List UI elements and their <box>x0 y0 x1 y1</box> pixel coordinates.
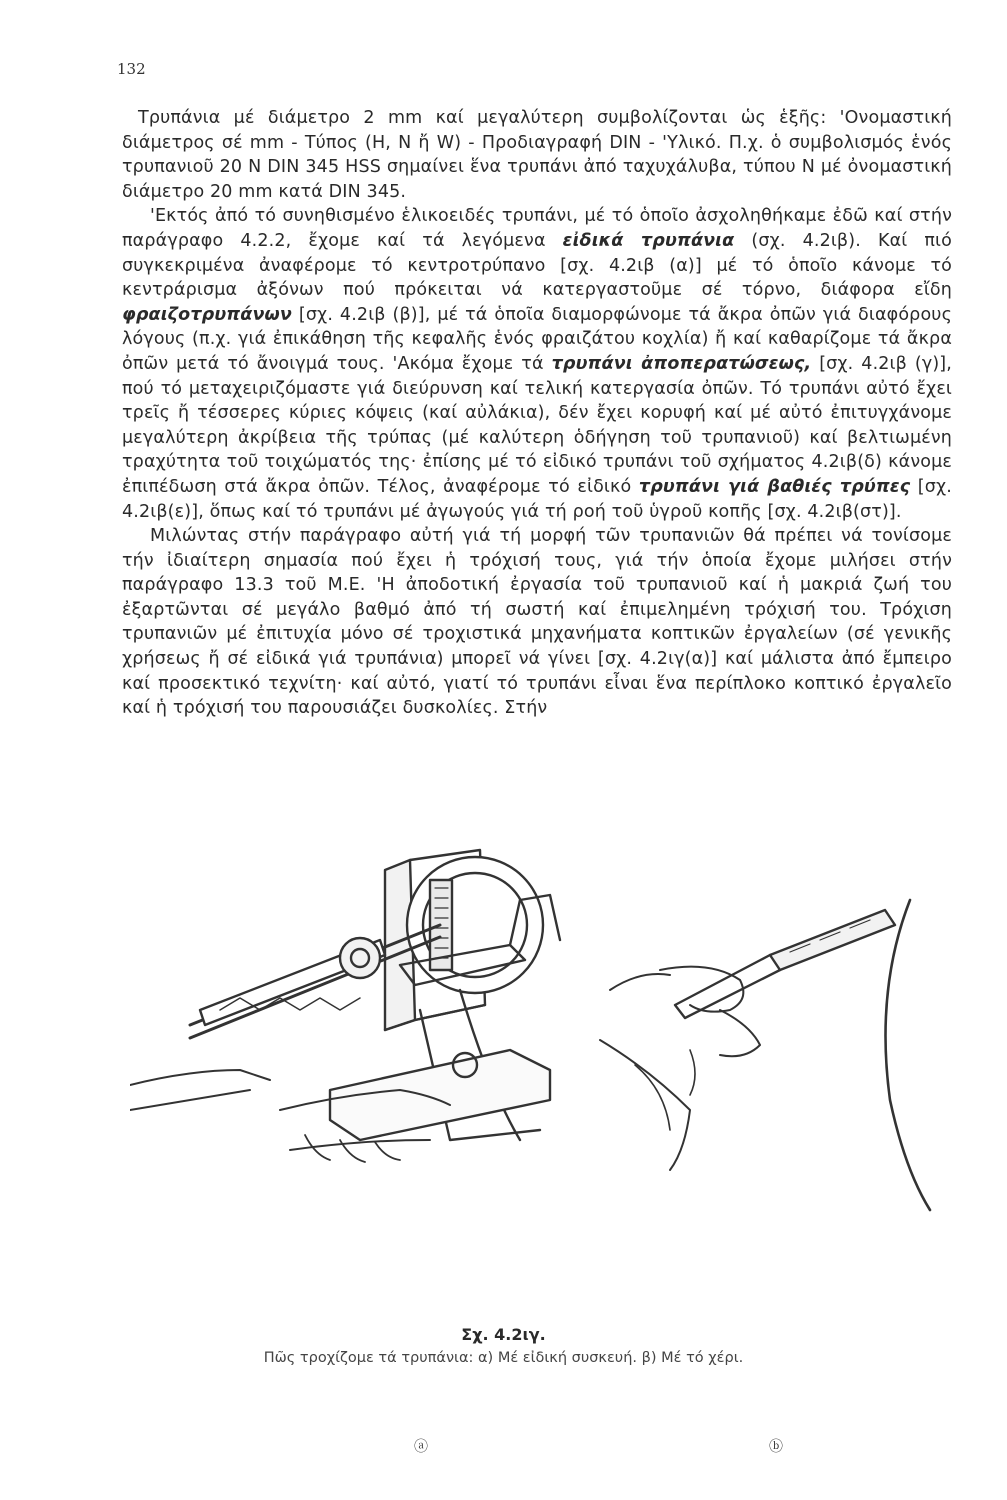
text-run: Μιλώντας στήν παράγραφο αὐτή γιά τή μορφή τῶν τρυπανιῶν θά πρέπει νά τονίσομε τήν ἰδιαίτερη σημασία πού ἔχει ἡ τρόχισή τους, γιά τήν ὁποία ἔχομε μιλήσει στήν παράγραφο 13.3 τοῦ Μ.Ε. 'Η ἀποδοτική ἐργασία τοῦ τρυπανιοῦ καί ἡ μακριά ζωή του ἐξαρτῶνται σέ μεγάλο βαθμό ἀπό τή σωστή καί ἐπιμελημένη τρόχισή του. Τρόχιση τρυπανιῶν μέ ἐπιτυχία μόνο σέ τροχιστικά μηχανήματα κοπτικῶν ἐργαλείων (σέ γενικῆς χρήσεως ἤ σέ εἰδικά γιά τρυπάνια) μπορεῖ νά γίνει [σχ. 4.2ιγ(α)] καί μάλιστα ἀπό ἔμπειρο καί προσεκτικό τεχνίτη· καί αὐτό, γιατί τό τρυπάνι εἶναι ἕνα περίπλοκο κοπτικό ἐργαλεῖο καί ἡ τρόχισή του παρουσιάζει δυσκολίες. Στήν <box>122 526 952 719</box>
body-text <box>122 106 952 721</box>
paragraph <box>122 106 952 204</box>
hand-grinding-drawing <box>600 900 930 1210</box>
emphasized-term: τρυπάνι γιά βαθιές τρύπες <box>638 476 911 497</box>
text-run: [σχ. 4.2ιβ (γ)], πού τό μεταχειριζόμαστε γιά διεύρυνση καί τελική κατεργασία ὀπῶν. Τό τρυπάνι αὐτό ἔχει τρεῖς ἤ τέσσερες κύριες κόψεις (καί αὐλάκια), δέν ἔχει κορυφή καί μέ αὐτό ἐπιτυγχάνομε μεγαλύτερη ἀκρίβεια τῆς τρύπας (μέ καλύτερη ὁδήγηση τοῦ τρυπανιοῦ) καί βελτιωμένη τραχύτητα τοῦ τοιχώματός της· ἐπίσης μέ τό εἰδικό τρυπάνι τοῦ σχήματος 4.2ιβ(δ) κάνομε ἐπιπέδωση στά ἄκρα ὀπῶν. Τέλος, ἀναφέρομε τό εἰδικό <box>122 353 952 497</box>
emphasized-term: τρυπάνι ἀποπερατώσεως, <box>551 353 812 374</box>
page-number: 132 <box>117 60 146 78</box>
paragraph <box>122 204 952 524</box>
figure-drawing <box>130 840 960 1310</box>
emphasized-term: φραιζοτρυπάνων <box>122 304 292 325</box>
figure-illustration <box>130 840 960 1310</box>
emphasized-term: εἰδικά τρυπάνια <box>562 230 735 251</box>
text-run: (σχ. 4.2ιβ). Καί πιό συγκεκριμένα ἀναφέρομε τό κεντροτρύπανο [σχ. 4.2ιβ (α)] μέ τό ὁποῖο κάνομε τό κεντράρισμα ἀξόνων πού πρόκειται νά κατεργαστοῦμε σέ τόρνο, διάφορα εἴδη <box>122 230 952 301</box>
text-run: [σχ. 4.2ιβ (β)], μέ τά ὁποῖα διαμορφώνομε τά ἄκρα ὀπῶν γιά διαφόρους λόγους (π.χ. γιά ἐπικάθηση τῆς κεφαλῆς ἑνός φραιζάτου κοχλία) ἤ καί καθαρίζομε τά ἄκρα ὀπῶν μετά τό ἄνοιγμά τους. 'Ακόμα ἔχομε τά <box>122 304 952 374</box>
figure-label-b: ⓑ <box>769 1439 783 1455</box>
text-run: [σχ. 4.2ιβ(ε)], ὅπως καί τό τρυπάνι μέ ἀγωγούς γιά τή ροή τοῦ ὑγροῦ κοπῆς [σχ. 4.2ιβ(στ)]. <box>122 476 952 522</box>
figure-caption-title: Σχ. 4.2ιγ. <box>461 1325 546 1344</box>
text-run: Τρυπάνια μέ διάμετρο 2 mm καί μεγαλύτερη συμβολίζονται ὡς ἑξῆς: 'Ονομαστική διάμετρος σέ mm - Τύπος (Η, Ν ἤ W) - Προδιαγραφή DIN - 'Υλικό. Π.χ. ὁ συμβολισμός ἑνός τρυπανιοῦ 20 N DIN 345 HSS σημαίνει ἕνα τρυπάνι ἀπό ταχυχάλυβα, τύπου Ν μέ ὀνομαστική διάμετρο 20 mm κατά DIN 345. <box>122 108 952 202</box>
paragraph <box>122 524 952 721</box>
figure-label-a: ⓐ <box>414 1439 428 1455</box>
figure-caption-text: Πῶς τροχίζομε τά τρυπάνια: α) Μέ εἰδική συσκευή. β) Μέ τό χέρι. <box>263 1350 744 1366</box>
text-run: 'Εκτός ἀπό τό συνηθισμένο ἑλικοειδές τρυπάνι, μέ τό ὁποῖο ἀσχοληθήκαμε ἐδῶ καί στήν παράγραφο 4.2.2, ἔχομε καί τά λεγόμενα <box>122 206 952 251</box>
grinding-machine-drawing <box>130 850 560 1162</box>
